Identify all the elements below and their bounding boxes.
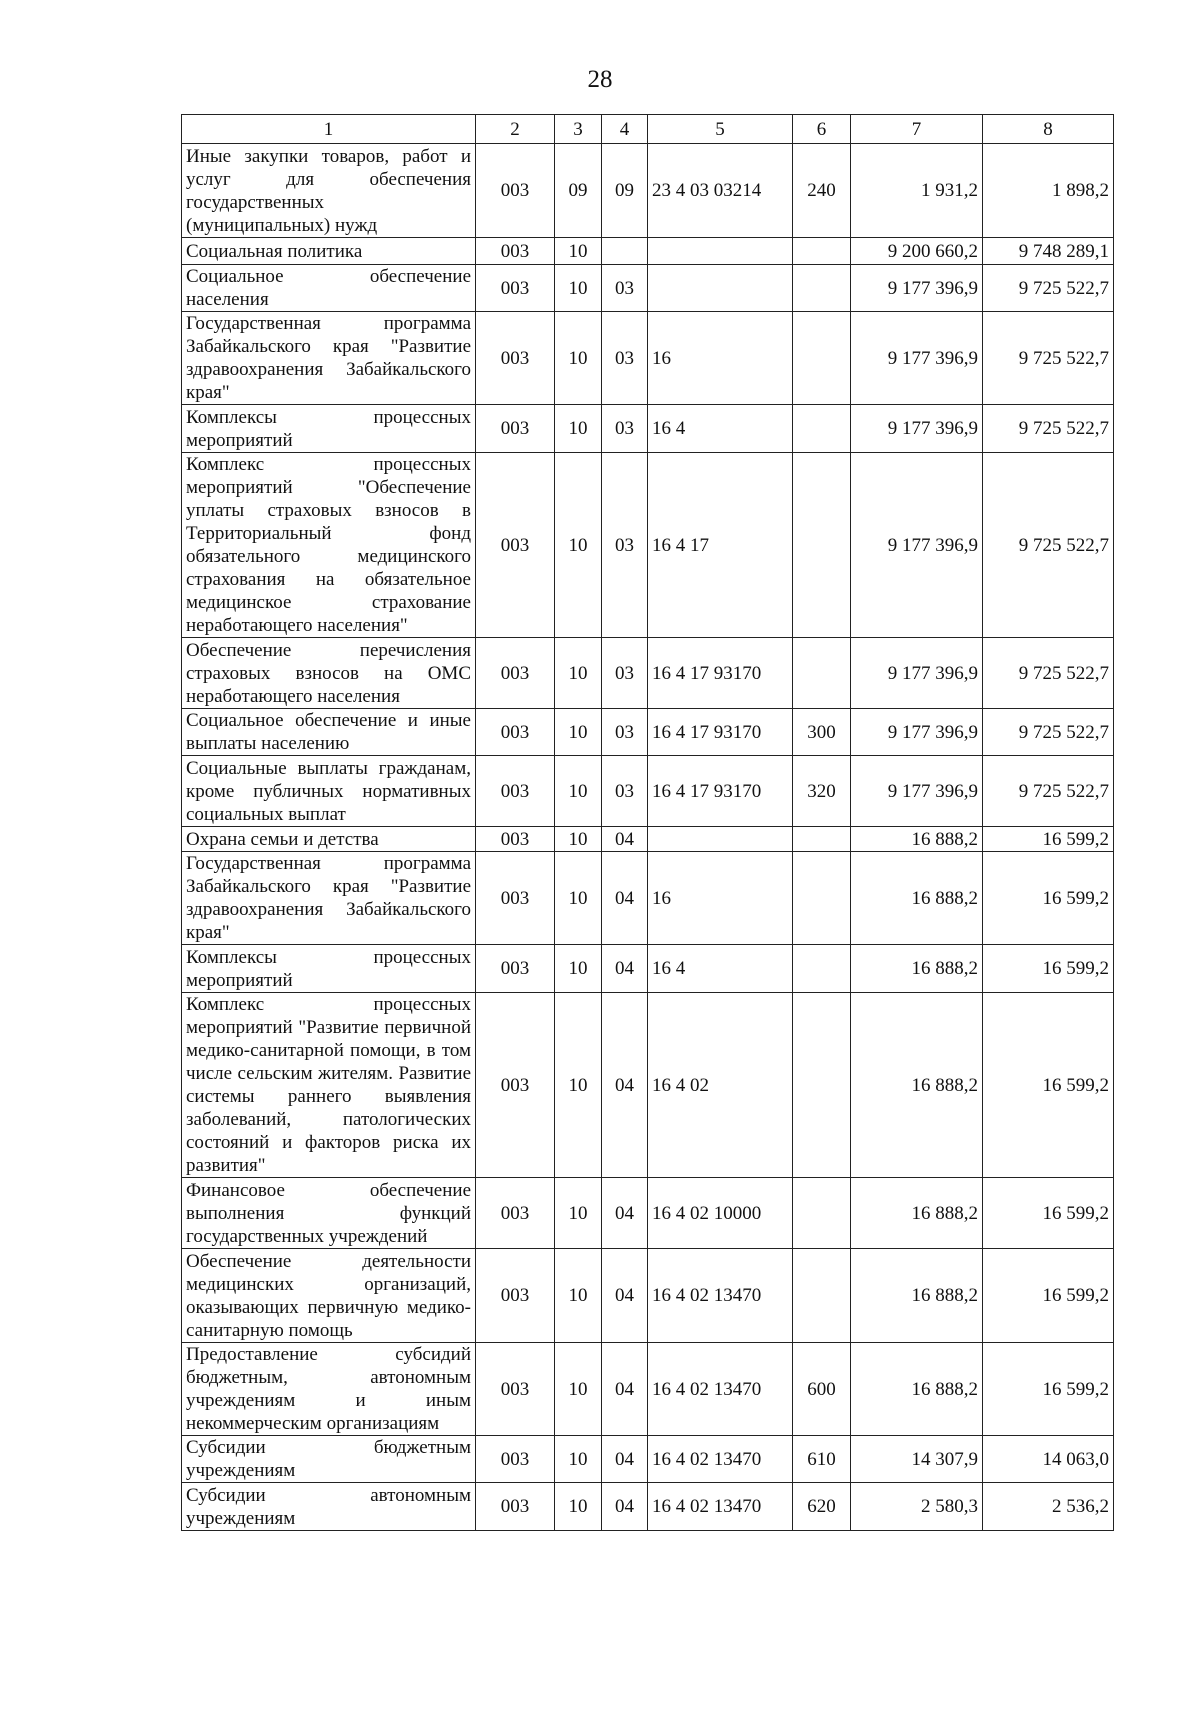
section-code-cell: 10 bbox=[555, 852, 602, 945]
ministry-code-cell: 003 bbox=[476, 852, 555, 945]
target-article-cell: 23 4 03 03214 bbox=[648, 144, 793, 238]
expense-type-cell bbox=[793, 453, 851, 638]
target-article-cell: 16 4 02 13470 bbox=[648, 1436, 793, 1483]
ministry-code-cell: 003 bbox=[476, 638, 555, 709]
amount-year2-cell: 9 725 522,7 bbox=[983, 709, 1114, 756]
amount-year1-cell: 14 307,9 bbox=[851, 1436, 983, 1483]
row-name-cell: Комплексы процессных мероприятий bbox=[182, 945, 476, 993]
column-header: 8 bbox=[983, 115, 1114, 144]
table-row bbox=[182, 638, 1114, 709]
table-row bbox=[182, 1249, 1114, 1343]
row-name-cell: Иные закупки товаров, работ и услуг для обеспечения государственных (муниципальных) нужд bbox=[182, 144, 476, 238]
target-article-cell bbox=[648, 265, 793, 312]
row-name-cell: Предоставление субсидий бюджетным, автономным учреждениям и иным некоммерческим организациям bbox=[182, 1343, 476, 1436]
table-row bbox=[182, 993, 1114, 1178]
column-header: 1 bbox=[182, 115, 476, 144]
amount-year2-cell: 2 536,2 bbox=[983, 1483, 1114, 1531]
section-code-cell: 10 bbox=[555, 238, 602, 265]
section-code-cell: 10 bbox=[555, 709, 602, 756]
amount-year2-cell: 16 599,2 bbox=[983, 1249, 1114, 1343]
section-code-cell: 10 bbox=[555, 1436, 602, 1483]
header-row bbox=[182, 115, 1114, 144]
ministry-code-cell: 003 bbox=[476, 265, 555, 312]
amount-year1-cell: 9 177 396,9 bbox=[851, 453, 983, 638]
amount-year2-cell: 9 725 522,7 bbox=[983, 756, 1114, 827]
section-code-cell: 10 bbox=[555, 827, 602, 852]
column-header: 7 bbox=[851, 115, 983, 144]
expense-type-cell: 240 bbox=[793, 144, 851, 238]
amount-year2-cell: 16 599,2 bbox=[983, 1178, 1114, 1249]
expense-type-cell bbox=[793, 312, 851, 405]
row-name-cell: Комплекс процессных мероприятий "Обеспечение уплаты страховых взносов в Территориальный фонд обязательного медицинского страхования на обязательное медицинское страхование неработающего населения" bbox=[182, 453, 476, 638]
table-row bbox=[182, 827, 1114, 852]
section-code-cell: 10 bbox=[555, 638, 602, 709]
subsection-code-cell bbox=[602, 238, 648, 265]
target-article-cell: 16 4 02 10000 bbox=[648, 1178, 793, 1249]
target-article-cell: 16 4 02 bbox=[648, 993, 793, 1178]
amount-year1-cell: 16 888,2 bbox=[851, 827, 983, 852]
ministry-code-cell: 003 bbox=[476, 827, 555, 852]
ministry-code-cell: 003 bbox=[476, 1178, 555, 1249]
subsection-code-cell: 03 bbox=[602, 265, 648, 312]
expense-type-cell bbox=[793, 238, 851, 265]
amount-year2-cell: 16 599,2 bbox=[983, 852, 1114, 945]
column-header: 5 bbox=[648, 115, 793, 144]
amount-year2-cell: 9 725 522,7 bbox=[983, 453, 1114, 638]
target-article-cell: 16 4 bbox=[648, 945, 793, 993]
ministry-code-cell: 003 bbox=[476, 312, 555, 405]
row-name-cell: Социальное обеспечение и иные выплаты населению bbox=[182, 709, 476, 756]
target-article-cell: 16 4 02 13470 bbox=[648, 1249, 793, 1343]
expense-type-cell bbox=[793, 852, 851, 945]
row-name-cell: Обеспечение деятельности медицинских организаций, оказывающих первичную медико-санитарную помощь bbox=[182, 1249, 476, 1343]
amount-year2-cell: 16 599,2 bbox=[983, 993, 1114, 1178]
expense-type-cell bbox=[793, 405, 851, 453]
ministry-code-cell: 003 bbox=[476, 945, 555, 993]
section-code-cell: 10 bbox=[555, 756, 602, 827]
subsection-code-cell: 03 bbox=[602, 638, 648, 709]
expense-type-cell bbox=[793, 265, 851, 312]
table-row bbox=[182, 1436, 1114, 1483]
section-code-cell: 10 bbox=[555, 1343, 602, 1436]
ministry-code-cell: 003 bbox=[476, 709, 555, 756]
page-number: 28 bbox=[587, 66, 613, 93]
table-row bbox=[182, 852, 1114, 945]
amount-year2-cell: 14 063,0 bbox=[983, 1436, 1114, 1483]
amount-year2-cell: 9 748 289,1 bbox=[983, 238, 1114, 265]
section-code-cell: 10 bbox=[555, 453, 602, 638]
amount-year1-cell: 9 177 396,9 bbox=[851, 265, 983, 312]
table-row bbox=[182, 265, 1114, 312]
row-name-cell: Охрана семьи и детства bbox=[182, 827, 476, 852]
section-code-cell: 10 bbox=[555, 1178, 602, 1249]
expense-type-cell bbox=[793, 1249, 851, 1343]
row-name-cell: Государственная программа Забайкальского края "Развитие здравоохранения Забайкальского края" bbox=[182, 312, 476, 405]
ministry-code-cell: 003 bbox=[476, 1249, 555, 1343]
subsection-code-cell: 04 bbox=[602, 1483, 648, 1531]
budget-table bbox=[181, 114, 1114, 1531]
target-article-cell: 16 bbox=[648, 312, 793, 405]
column-header: 4 bbox=[602, 115, 648, 144]
amount-year1-cell: 9 177 396,9 bbox=[851, 638, 983, 709]
table-row bbox=[182, 1483, 1114, 1531]
ministry-code-cell: 003 bbox=[476, 453, 555, 638]
subsection-code-cell: 04 bbox=[602, 852, 648, 945]
table-row bbox=[182, 1343, 1114, 1436]
subsection-code-cell: 04 bbox=[602, 1436, 648, 1483]
amount-year2-cell: 16 599,2 bbox=[983, 945, 1114, 993]
target-article-cell: 16 4 17 93170 bbox=[648, 638, 793, 709]
row-name-cell: Социальная политика bbox=[182, 238, 476, 265]
amount-year2-cell: 9 725 522,7 bbox=[983, 405, 1114, 453]
row-name-cell: Социальное обеспечение населения bbox=[182, 265, 476, 312]
target-article-cell: 16 4 02 13470 bbox=[648, 1343, 793, 1436]
row-name-cell: Субсидии бюджетным учреждениям bbox=[182, 1436, 476, 1483]
expense-type-cell: 610 bbox=[793, 1436, 851, 1483]
expense-type-cell bbox=[793, 1178, 851, 1249]
expense-type-cell: 620 bbox=[793, 1483, 851, 1531]
table-row bbox=[182, 945, 1114, 993]
amount-year1-cell: 2 580,3 bbox=[851, 1483, 983, 1531]
column-header: 2 bbox=[476, 115, 555, 144]
target-article-cell: 16 4 17 bbox=[648, 453, 793, 638]
amount-year1-cell: 9 177 396,9 bbox=[851, 756, 983, 827]
row-name-cell: Комплекс процессных мероприятий "Развитие первичной медико-санитарной помощи, в том числе сельским жителям. Развитие системы раннего выявления заболеваний, патологических состояний и факторов риска их развития" bbox=[182, 993, 476, 1178]
target-article-cell: 16 4 02 13470 bbox=[648, 1483, 793, 1531]
section-code-cell: 10 bbox=[555, 1249, 602, 1343]
section-code-cell: 10 bbox=[555, 945, 602, 993]
expense-type-cell bbox=[793, 993, 851, 1178]
target-article-cell: 16 4 bbox=[648, 405, 793, 453]
subsection-code-cell: 04 bbox=[602, 1343, 648, 1436]
subsection-code-cell: 03 bbox=[602, 312, 648, 405]
target-article-cell: 16 bbox=[648, 852, 793, 945]
expense-type-cell bbox=[793, 638, 851, 709]
amount-year1-cell: 16 888,2 bbox=[851, 1249, 983, 1343]
expense-type-cell: 320 bbox=[793, 756, 851, 827]
amount-year1-cell: 16 888,2 bbox=[851, 1343, 983, 1436]
row-name-cell: Обеспечение перечисления страховых взносов на ОМС неработающего населения bbox=[182, 638, 476, 709]
ministry-code-cell: 003 bbox=[476, 756, 555, 827]
table-row bbox=[182, 312, 1114, 405]
expense-type-cell bbox=[793, 827, 851, 852]
row-name-cell: Комплексы процессных мероприятий bbox=[182, 405, 476, 453]
target-article-cell bbox=[648, 827, 793, 852]
ministry-code-cell: 003 bbox=[476, 238, 555, 265]
row-name-cell: Субсидии автономным учреждениям bbox=[182, 1483, 476, 1531]
section-code-cell: 10 bbox=[555, 1483, 602, 1531]
row-name-cell: Социальные выплаты гражданам, кроме публичных нормативных социальных выплат bbox=[182, 756, 476, 827]
amount-year2-cell: 9 725 522,7 bbox=[983, 265, 1114, 312]
amount-year2-cell: 1 898,2 bbox=[983, 144, 1114, 238]
subsection-code-cell: 03 bbox=[602, 405, 648, 453]
subsection-code-cell: 04 bbox=[602, 827, 648, 852]
amount-year1-cell: 16 888,2 bbox=[851, 993, 983, 1178]
subsection-code-cell: 03 bbox=[602, 709, 648, 756]
amount-year1-cell: 1 931,2 bbox=[851, 144, 983, 238]
ministry-code-cell: 003 bbox=[476, 1436, 555, 1483]
subsection-code-cell: 03 bbox=[602, 453, 648, 638]
ministry-code-cell: 003 bbox=[476, 1483, 555, 1531]
table-row bbox=[182, 144, 1114, 238]
table-row bbox=[182, 1178, 1114, 1249]
table-row bbox=[182, 709, 1114, 756]
section-code-cell: 09 bbox=[555, 144, 602, 238]
expense-type-cell: 600 bbox=[793, 1343, 851, 1436]
amount-year2-cell: 9 725 522,7 bbox=[983, 638, 1114, 709]
column-header: 6 bbox=[793, 115, 851, 144]
target-article-cell bbox=[648, 238, 793, 265]
subsection-code-cell: 04 bbox=[602, 993, 648, 1178]
expense-type-cell bbox=[793, 945, 851, 993]
subsection-code-cell: 04 bbox=[602, 1178, 648, 1249]
ministry-code-cell: 003 bbox=[476, 1343, 555, 1436]
table-row bbox=[182, 238, 1114, 265]
subsection-code-cell: 09 bbox=[602, 144, 648, 238]
ministry-code-cell: 003 bbox=[476, 405, 555, 453]
table-row bbox=[182, 453, 1114, 638]
amount-year1-cell: 9 200 660,2 bbox=[851, 238, 983, 265]
section-code-cell: 10 bbox=[555, 993, 602, 1178]
subsection-code-cell: 03 bbox=[602, 756, 648, 827]
section-code-cell: 10 bbox=[555, 312, 602, 405]
expense-type-cell: 300 bbox=[793, 709, 851, 756]
table-row bbox=[182, 756, 1114, 827]
section-code-cell: 10 bbox=[555, 265, 602, 312]
amount-year1-cell: 16 888,2 bbox=[851, 945, 983, 993]
amount-year1-cell: 16 888,2 bbox=[851, 852, 983, 945]
target-article-cell: 16 4 17 93170 bbox=[648, 709, 793, 756]
row-name-cell: Государственная программа Забайкальского края "Развитие здравоохранения Забайкальского края" bbox=[182, 852, 476, 945]
ministry-code-cell: 003 bbox=[476, 993, 555, 1178]
ministry-code-cell: 003 bbox=[476, 144, 555, 238]
amount-year2-cell: 9 725 522,7 bbox=[983, 312, 1114, 405]
subsection-code-cell: 04 bbox=[602, 1249, 648, 1343]
subsection-code-cell: 04 bbox=[602, 945, 648, 993]
table-row bbox=[182, 405, 1114, 453]
amount-year1-cell: 16 888,2 bbox=[851, 1178, 983, 1249]
amount-year2-cell: 16 599,2 bbox=[983, 827, 1114, 852]
amount-year2-cell: 16 599,2 bbox=[983, 1343, 1114, 1436]
target-article-cell: 16 4 17 93170 bbox=[648, 756, 793, 827]
row-name-cell: Финансовое обеспечение выполнения функций государственных учреждений bbox=[182, 1178, 476, 1249]
section-code-cell: 10 bbox=[555, 405, 602, 453]
amount-year1-cell: 9 177 396,9 bbox=[851, 405, 983, 453]
amount-year1-cell: 9 177 396,9 bbox=[851, 709, 983, 756]
amount-year1-cell: 9 177 396,9 bbox=[851, 312, 983, 405]
column-header: 3 bbox=[555, 115, 602, 144]
